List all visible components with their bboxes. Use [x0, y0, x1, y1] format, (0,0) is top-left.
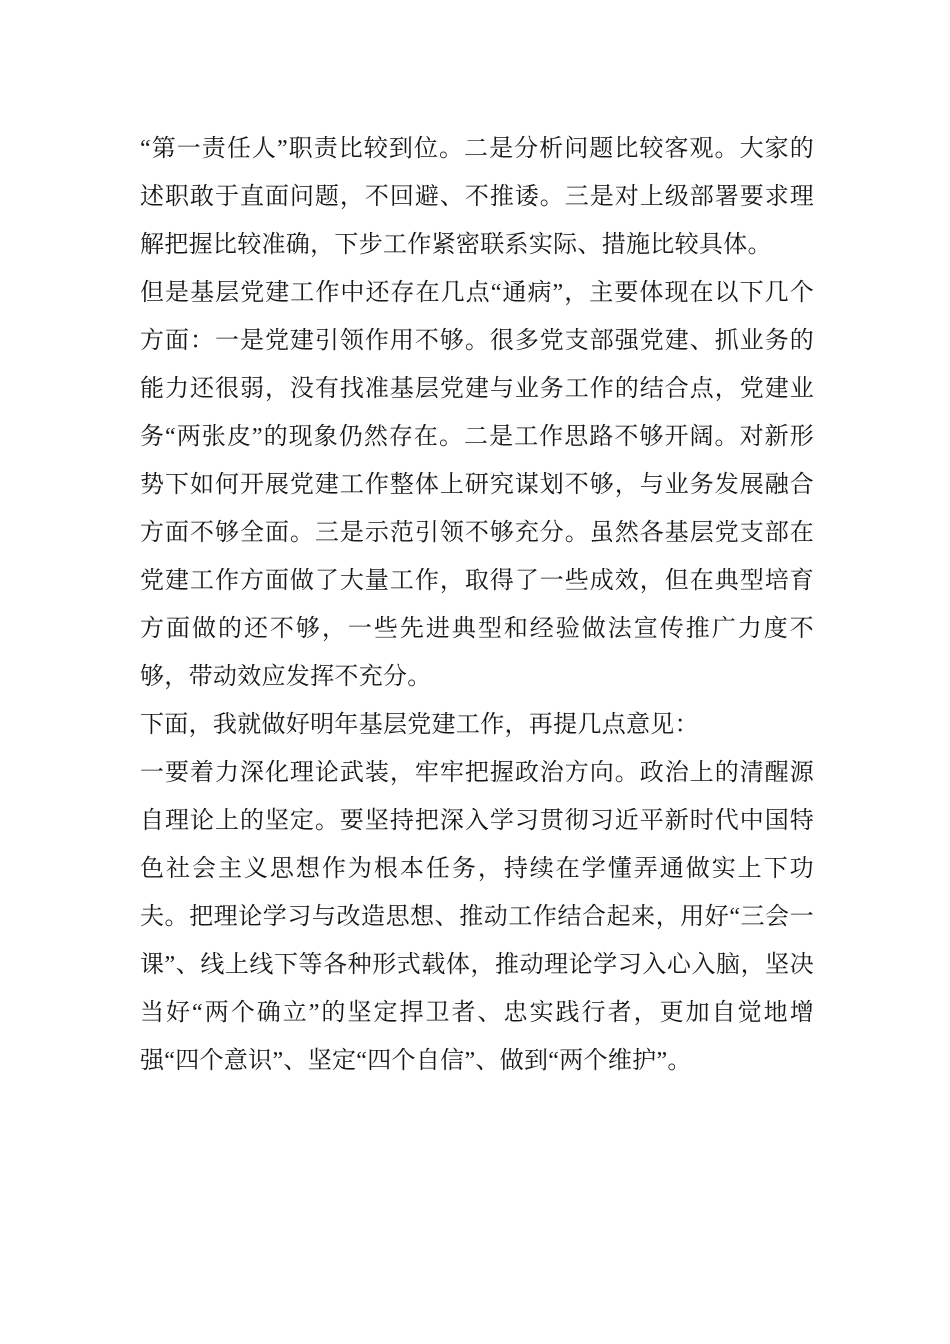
- paragraph-1: “第一责任人”职责比较到位。二是分析问题比较客观。大家的述职敢于直面问题，不回避、不推诿。三是对上级部署要求理解把握比较准确，下步工作紧密联系实际、措施比较具体。: [140, 136, 814, 258]
- paragraph-3: 下面，我就做好明年基层党建工作，再提几点意见：: [140, 712, 699, 738]
- paragraph-2: 但是基层党建工作中还存在几点“通病”，主要体现在以下几个方面：一是党建引领作用不够。很多党支部强党建、抓业务的能力还很弱，没有找准基层党建与业务工作的结合点，党建业务“两张皮”的现象仍然存在。二是工作思路不够开阔。对新形势下如何开展党建工作整体上研究谋划不够，与业务发展融合方面不够全面。三是示范引领不够充分。虽然各基层党支部在党建工作方面做了大量工作，取得了一些成效，但在典型培育方面做的还不够，一些先进典型和经验做法宣传推广力度不够，带动效应发挥不充分。: [140, 280, 814, 690]
- document-body-text: [140, 125, 814, 1085]
- paragraph-4: 一要着力深化理论武装，牢牢把握政治方向。政治上的清醒源自理论上的坚定。要坚持把深入学习贯彻习近平新时代中国特色社会主义思想作为根本任务，持续在学懂弄通做实上下功夫。把理论学习与改造思想、推动工作结合起来，用好“三会一课”、线上线下等各种形式载体，推动理论学习入心入脑，坚决当好“两个确立”的坚定捍卫者、忠实践行者，更加自觉地增强“四个意识”、坚定“四个自信”、做到“两个维护”。: [140, 760, 814, 1074]
